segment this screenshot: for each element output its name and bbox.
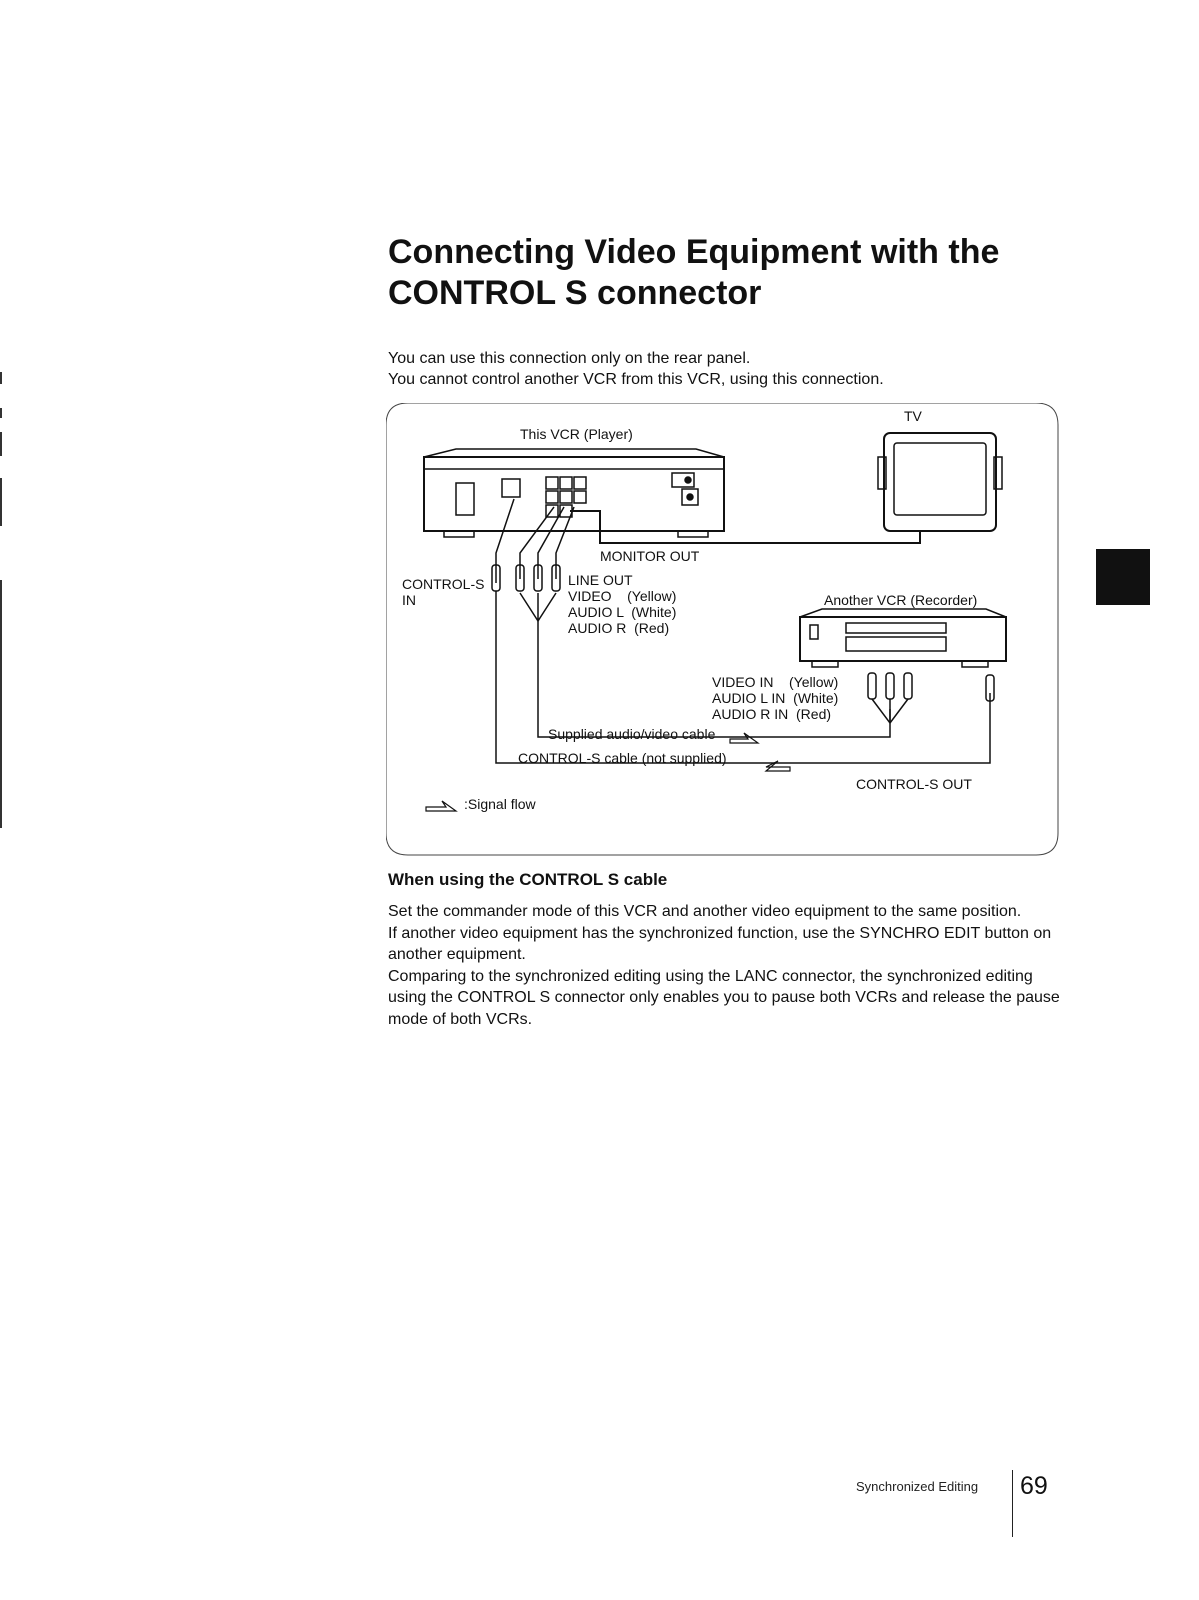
intro-line-2: You cannot control another VCR from this VCR, using this connection. [388, 371, 884, 388]
paragraph-2: If another video equipment has the synchronized function, use the SYNCHRO EDIT button on another equipment. [388, 924, 1052, 963]
title-line-2: CONTROL S connector [388, 274, 762, 312]
control-s-in-label-2: IN [402, 592, 416, 608]
cs-out-label: CONTROL-S OUT [856, 776, 972, 792]
footer-section-name: Synchronized Editing [856, 1479, 979, 1494]
edge-mark [0, 432, 2, 456]
another-vcr-drawing [800, 609, 1006, 667]
another-vcr-label: Another VCR (Recorder) [824, 592, 978, 608]
legend-signal-arrow [426, 801, 456, 811]
title-line-1: Connecting Video Equipment with the [388, 233, 1000, 271]
line-in-plugs [868, 673, 912, 723]
monitor-out-cable [570, 511, 920, 543]
video-in-label: VIDEO IN (Yellow) [712, 674, 839, 690]
section-body [388, 901, 1068, 1030]
section-heading: When using the CONTROL S cable [388, 870, 668, 889]
edge-mark [0, 408, 2, 418]
footer-divider [1012, 1470, 1013, 1537]
av-cable-label: Supplied audio/video cable [548, 726, 716, 742]
audio-l-out-label: AUDIO L (White) [568, 604, 677, 620]
tv-label: TV [904, 408, 922, 424]
signal-flow-label: :Signal flow [464, 796, 536, 812]
this-vcr-label: This VCR (Player) [520, 426, 633, 442]
edge-mark [0, 580, 2, 828]
tv-drawing [878, 433, 1002, 531]
paragraph-1: Set the commander mode of this VCR and another video equipment to the same position. [388, 903, 1022, 920]
monitor-out-label: MONITOR OUT [600, 548, 700, 564]
paragraph-3: Comparing to the synchronized editing using the LANC connector, the synchronized editing using the CONTROL S connector only enables you to pause both VCRs and release the pause mode of both VCRs. [388, 967, 1060, 1028]
edge-mark [0, 478, 2, 526]
audio-r-in-label: AUDIO R IN (Red) [712, 706, 832, 722]
av-signal-arrow [730, 733, 758, 743]
edge-mark [0, 372, 2, 384]
line-out-label: LINE OUT [568, 572, 633, 588]
audio-l-in-label: AUDIO L IN (White) [712, 690, 839, 706]
cs-cable-label: CONTROL-S cable (not supplied) [518, 750, 727, 766]
page-number: 69 [1020, 1472, 1048, 1500]
section-tab-marker [1096, 549, 1150, 605]
connection-diagram [386, 403, 1060, 857]
page-title [388, 232, 1088, 314]
video-out-label: VIDEO (Yellow) [568, 588, 677, 604]
this-vcr-drawing [424, 449, 724, 537]
intro-text [388, 348, 884, 390]
control-s-in-label-1: CONTROL-S [402, 576, 485, 592]
intro-line-1: You can use this connection only on the rear panel. [388, 350, 751, 367]
audio-r-out-label: AUDIO R (Red) [568, 620, 670, 636]
